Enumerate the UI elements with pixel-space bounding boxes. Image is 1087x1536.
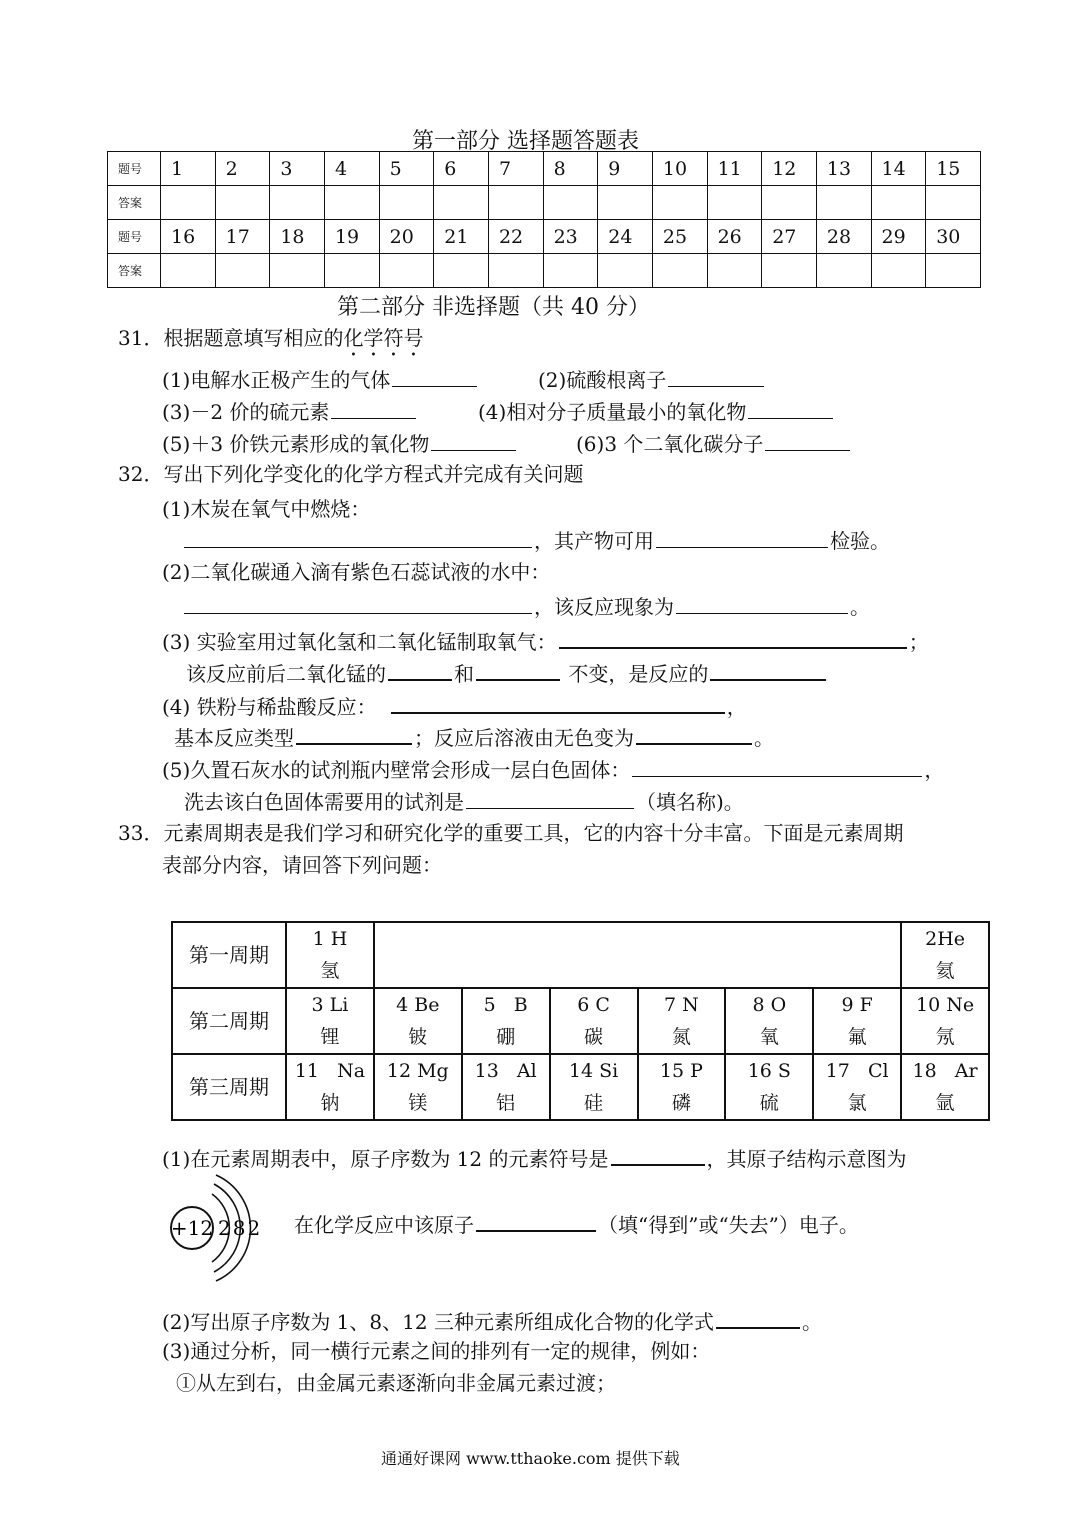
q33-q1 bbox=[162, 1144, 907, 1171]
q31-item4-text: (4)相对分子质量最小的氧化物 bbox=[478, 400, 747, 424]
question-number-cell: 24 bbox=[598, 220, 653, 254]
answer-cell[interactable] bbox=[926, 254, 981, 288]
row-label-number: 题号 bbox=[108, 152, 161, 186]
q31-item1 bbox=[162, 366, 479, 392]
answer-blank[interactable] bbox=[636, 723, 752, 745]
q32-p3b bbox=[186, 659, 828, 686]
q32-p3b-b: 和 bbox=[454, 662, 474, 686]
q32-p4-end: ， bbox=[726, 695, 747, 719]
element-symbol: 7 N bbox=[664, 994, 699, 1016]
electron-shells-text: 282 bbox=[218, 1216, 263, 1240]
q32-p5 bbox=[162, 756, 944, 782]
answer-cell[interactable] bbox=[707, 254, 762, 288]
question-number-cell: 26 bbox=[707, 220, 762, 254]
q32-p3b-c: 不变，是反应的 bbox=[562, 662, 709, 686]
element-name: 氯 bbox=[847, 1092, 867, 1114]
question-number-cell: 27 bbox=[762, 220, 817, 254]
q32-p2-mid: ，该反应现象为 bbox=[534, 595, 674, 619]
table-row bbox=[108, 152, 981, 186]
element-cell bbox=[550, 1054, 638, 1120]
element-name: 硫 bbox=[759, 1092, 779, 1114]
table-row bbox=[108, 186, 981, 220]
empty-cell bbox=[374, 922, 901, 988]
row-label-number: 题号 bbox=[108, 220, 161, 254]
question-number-cell: 11 bbox=[707, 152, 762, 186]
answer-blank[interactable] bbox=[611, 1144, 705, 1166]
answer-cell[interactable] bbox=[871, 186, 926, 220]
answer-cell[interactable] bbox=[871, 254, 926, 288]
element-name: 磷 bbox=[671, 1092, 691, 1114]
element-symbol: 2He bbox=[925, 928, 966, 950]
element-cell bbox=[286, 922, 374, 988]
q32-p3-end: ； bbox=[908, 630, 929, 654]
element-name: 氩 bbox=[935, 1092, 955, 1114]
question-number-cell: 15 bbox=[926, 152, 981, 186]
part1-title: 第一部分 选择题答题表 bbox=[412, 129, 639, 154]
q32-p2: (2)二氧化碳通入滴有紫色石蕊试液的水中： bbox=[162, 560, 551, 584]
answer-cell[interactable] bbox=[434, 186, 489, 220]
question-number-cell: 9 bbox=[598, 152, 653, 186]
element-name: 碳 bbox=[584, 1026, 604, 1048]
element-symbol: 1 H bbox=[312, 928, 348, 950]
element-cell bbox=[286, 988, 374, 1054]
question-number-cell: 14 bbox=[871, 152, 926, 186]
element-name: 硼 bbox=[496, 1026, 516, 1048]
q32-p4-text: (4) 铁粉与稀盐酸反应： bbox=[162, 695, 377, 719]
question-number-cell: 5 bbox=[379, 152, 434, 186]
element-cell bbox=[374, 1054, 462, 1120]
element-cell bbox=[901, 1054, 989, 1120]
answer-cell[interactable] bbox=[379, 254, 434, 288]
q32-p4 bbox=[162, 692, 747, 719]
question-number-cell: 16 bbox=[161, 220, 216, 254]
answer-cell[interactable] bbox=[434, 254, 489, 288]
q31-item2-text: (2)硫酸根离子 bbox=[538, 368, 667, 392]
answer-blank[interactable] bbox=[710, 659, 826, 681]
atom-structure-diagram bbox=[166, 1172, 276, 1284]
element-cell bbox=[550, 988, 638, 1054]
answer-cell[interactable] bbox=[762, 254, 817, 288]
element-cell bbox=[725, 1054, 813, 1120]
footer: 通通好课网 www.tthaoke.com 提供下载 bbox=[381, 1449, 680, 1468]
part2-title: 第二部分 非选择题（共 40 分） bbox=[337, 295, 650, 320]
q31-stem-emphasis: 化学符号 bbox=[343, 326, 424, 350]
element-cell bbox=[901, 988, 989, 1054]
q31-item5 bbox=[162, 430, 518, 456]
answer-cell[interactable] bbox=[762, 186, 817, 220]
element-symbol: 15 P bbox=[659, 1060, 703, 1082]
answer-blank[interactable] bbox=[748, 398, 833, 419]
answer-cell[interactable] bbox=[816, 186, 871, 220]
q31-item3 bbox=[162, 398, 418, 424]
element-name: 铝 bbox=[496, 1092, 516, 1114]
answer-blank[interactable] bbox=[716, 1307, 800, 1329]
element-name: 钠 bbox=[320, 1092, 340, 1114]
element-symbol: 17 Cl bbox=[825, 1060, 889, 1082]
answer-cell[interactable] bbox=[926, 186, 981, 220]
q32-p5b bbox=[184, 788, 744, 814]
element-cell bbox=[901, 922, 989, 988]
question-number-cell: 13 bbox=[816, 152, 871, 186]
q33-q2 bbox=[162, 1307, 822, 1334]
answer-blank[interactable] bbox=[466, 788, 634, 809]
question-number-cell: 29 bbox=[871, 220, 926, 254]
q33-q1-b: ，其原子结构示意图为 bbox=[706, 1147, 907, 1171]
element-symbol: 4 Be bbox=[396, 994, 440, 1016]
answer-cell[interactable] bbox=[379, 186, 434, 220]
q32-p3b-a: 该反应前后二氧化锰的 bbox=[186, 662, 386, 686]
element-cell bbox=[813, 988, 901, 1054]
q31-item6 bbox=[576, 430, 852, 456]
answer-cell[interactable] bbox=[215, 254, 270, 288]
question-number-cell: 21 bbox=[434, 220, 489, 254]
q33-q2-b: 。 bbox=[801, 1310, 822, 1334]
answer-cell[interactable] bbox=[161, 186, 216, 220]
question-number-cell: 1 bbox=[161, 152, 216, 186]
element-symbol: 14 Si bbox=[568, 1060, 619, 1082]
element-name: 氟 bbox=[847, 1026, 867, 1048]
question-number-cell: 20 bbox=[379, 220, 434, 254]
period-label: 第三周期 bbox=[172, 1054, 286, 1120]
periodic-table bbox=[171, 921, 990, 1121]
question-number-cell: 18 bbox=[270, 220, 325, 254]
question-number-cell: 6 bbox=[434, 152, 489, 186]
answer-blank[interactable] bbox=[559, 627, 907, 649]
element-symbol: 5 B bbox=[483, 994, 528, 1016]
answer-cell[interactable] bbox=[543, 186, 598, 220]
answer-blank[interactable] bbox=[184, 527, 532, 548]
table-row bbox=[172, 1054, 989, 1120]
element-symbol: 18 Ar bbox=[912, 1060, 978, 1082]
question-number-cell: 23 bbox=[543, 220, 598, 254]
q33-q3-item1: ①从左到右，由金属元素逐渐向非金属元素过渡； bbox=[176, 1371, 616, 1395]
answer-blank[interactable] bbox=[676, 593, 848, 614]
element-name: 氢 bbox=[320, 960, 340, 982]
q33-q1-a: (1)在元素周期表中，原子序数为 12 的元素符号是 bbox=[162, 1147, 609, 1171]
element-cell bbox=[638, 1054, 726, 1120]
answer-blank[interactable] bbox=[331, 398, 416, 419]
question-number-cell: 2 bbox=[215, 152, 270, 186]
element-symbol: 10 Ne bbox=[916, 994, 975, 1016]
answer-blank[interactable] bbox=[632, 756, 922, 777]
element-cell bbox=[374, 988, 462, 1054]
q32-p4b-c: 。 bbox=[754, 726, 774, 750]
question-number-cell: 7 bbox=[488, 152, 543, 186]
q32-p4b-b: ；反应后溶液由无色变为 bbox=[414, 726, 634, 750]
q33-stem-line2: 表部分内容，请回答下列问题： bbox=[162, 853, 442, 877]
answer-cell[interactable] bbox=[816, 254, 871, 288]
answer-blank[interactable] bbox=[668, 366, 764, 387]
q33-q1-c: 在化学反应中该原子 bbox=[294, 1213, 474, 1237]
question-number-cell: 4 bbox=[324, 152, 379, 186]
element-name: 锂 bbox=[320, 1026, 340, 1048]
answer-blank[interactable] bbox=[296, 723, 412, 745]
answer-cell[interactable] bbox=[270, 186, 325, 220]
answer-blank[interactable] bbox=[431, 430, 516, 451]
question-number-cell: 8 bbox=[543, 152, 598, 186]
q32-p1: (1)木炭在氧气中燃烧： bbox=[162, 497, 371, 521]
element-name: 铍 bbox=[408, 1026, 428, 1048]
q32-p3-text: (3) 实验室用过氧化氢和二氧化锰制取氧气： bbox=[162, 630, 557, 654]
q33-q3: (3)通过分析，同一横行元素之间的排列有一定的规律，例如： bbox=[162, 1339, 711, 1363]
element-symbol: 8 O bbox=[752, 994, 787, 1016]
element-name: 氧 bbox=[759, 1026, 779, 1048]
element-cell bbox=[725, 988, 813, 1054]
question-number-cell: 17 bbox=[215, 220, 270, 254]
element-symbol: 6 C bbox=[577, 994, 610, 1016]
q31-item2 bbox=[538, 366, 766, 392]
answer-cell[interactable] bbox=[652, 254, 707, 288]
answer-blank[interactable] bbox=[391, 692, 725, 714]
q31-item3-text: (3)－2 价的硫元素 bbox=[162, 400, 330, 424]
q32-p5-end: ， bbox=[924, 758, 945, 782]
element-name: 氦 bbox=[935, 960, 955, 982]
element-symbol: 13 Al bbox=[474, 1060, 537, 1082]
table-row bbox=[108, 220, 981, 254]
answer-cell[interactable] bbox=[543, 254, 598, 288]
period-label: 第二周期 bbox=[172, 988, 286, 1054]
question-number-cell: 25 bbox=[652, 220, 707, 254]
answer-cell[interactable] bbox=[215, 186, 270, 220]
element-symbol: 11 Na bbox=[294, 1060, 366, 1082]
question-number-cell: 30 bbox=[926, 220, 981, 254]
row-label-answer: 答案 bbox=[108, 254, 161, 288]
nucleus-charge: +12 bbox=[170, 1216, 214, 1240]
answer-cell[interactable] bbox=[324, 254, 379, 288]
q33-q1-d: （填“得到”或“失去”）电子。 bbox=[598, 1213, 859, 1237]
q32-p3 bbox=[162, 627, 929, 654]
q32-p2-answer bbox=[182, 593, 870, 619]
question-number-cell: 19 bbox=[324, 220, 379, 254]
answer-cell[interactable] bbox=[488, 186, 543, 220]
q33-q1-continued bbox=[294, 1210, 859, 1237]
question-number-cell: 22 bbox=[488, 220, 543, 254]
q32-p4b-a: 基本反应类型 bbox=[174, 726, 294, 750]
answer-blank[interactable] bbox=[656, 527, 828, 548]
q31-item5-text: (5)＋3 价铁元素形成的氧化物 bbox=[162, 432, 430, 456]
element-name: 氖 bbox=[935, 1026, 955, 1048]
row-label-answer: 答案 bbox=[108, 186, 161, 220]
answer-table bbox=[107, 151, 981, 288]
question-number-cell: 3 bbox=[270, 152, 325, 186]
table-row bbox=[172, 988, 989, 1054]
q31-item6-text: (6)3 个二氧化碳分子 bbox=[576, 432, 764, 456]
element-name: 镁 bbox=[408, 1092, 428, 1114]
q32-p5b-b: （填名称)。 bbox=[636, 790, 744, 814]
element-symbol: 16 S bbox=[747, 1060, 791, 1082]
answer-cell[interactable] bbox=[270, 254, 325, 288]
q32-stem: 32．写出下列化学变化的化学方程式并完成有关问题 bbox=[118, 462, 584, 486]
answer-cell[interactable] bbox=[161, 254, 216, 288]
answer-cell[interactable] bbox=[488, 254, 543, 288]
answer-blank[interactable] bbox=[476, 1210, 596, 1232]
answer-blank[interactable] bbox=[476, 659, 560, 681]
element-symbol: 12 Mg bbox=[386, 1060, 449, 1082]
answer-blank[interactable] bbox=[184, 593, 532, 614]
answer-cell[interactable] bbox=[598, 186, 653, 220]
answer-cell[interactable] bbox=[324, 186, 379, 220]
q32-p1-end: 检验。 bbox=[830, 529, 890, 553]
element-symbol: 3 Li bbox=[311, 994, 349, 1016]
element-symbol: 9 F bbox=[841, 994, 873, 1016]
question-number-cell: 10 bbox=[652, 152, 707, 186]
q32-p5-text: (5)久置石灰水的试剂瓶内壁常会形成一层白色固体： bbox=[162, 758, 631, 782]
q32-p1-mid: ，其产物可用 bbox=[534, 529, 654, 553]
table-row bbox=[172, 922, 989, 988]
q33-stem-line1: 33．元素周期表是我们学习和研究化学的重要工具，它的内容十分丰富。下面是元素周期 bbox=[118, 821, 904, 845]
element-cell bbox=[638, 988, 726, 1054]
q32-p2-end: 。 bbox=[850, 595, 870, 619]
q33-q2-a: (2)写出原子序数为 1、8、12 三种元素所组成化合物的化学式 bbox=[162, 1310, 714, 1334]
element-cell bbox=[462, 988, 550, 1054]
q32-p4b bbox=[174, 723, 774, 750]
q32-p5b-a: 洗去该白色固体需要用的试剂是 bbox=[184, 790, 464, 814]
q31-stem-prefix: 31．根据题意填写相应的 bbox=[118, 326, 344, 350]
answer-blank[interactable] bbox=[392, 366, 477, 387]
answer-cell[interactable] bbox=[652, 186, 707, 220]
answer-cell[interactable] bbox=[707, 186, 762, 220]
element-cell bbox=[462, 1054, 550, 1120]
q31-item1-text: (1)电解水正极产生的气体 bbox=[162, 368, 391, 392]
element-cell bbox=[813, 1054, 901, 1120]
question-number-cell: 12 bbox=[762, 152, 817, 186]
answer-cell[interactable] bbox=[598, 254, 653, 288]
question-number-cell: 28 bbox=[816, 220, 871, 254]
element-name: 硅 bbox=[584, 1092, 604, 1114]
element-name: 氮 bbox=[671, 1026, 691, 1048]
period-label: 第一周期 bbox=[172, 922, 286, 988]
answer-blank[interactable] bbox=[765, 430, 850, 451]
q32-p1-answer bbox=[182, 527, 890, 553]
answer-blank[interactable] bbox=[388, 659, 452, 681]
element-cell bbox=[286, 1054, 374, 1120]
q31-item4 bbox=[478, 398, 835, 424]
table-row bbox=[108, 254, 981, 288]
q31-stem bbox=[118, 326, 423, 361]
